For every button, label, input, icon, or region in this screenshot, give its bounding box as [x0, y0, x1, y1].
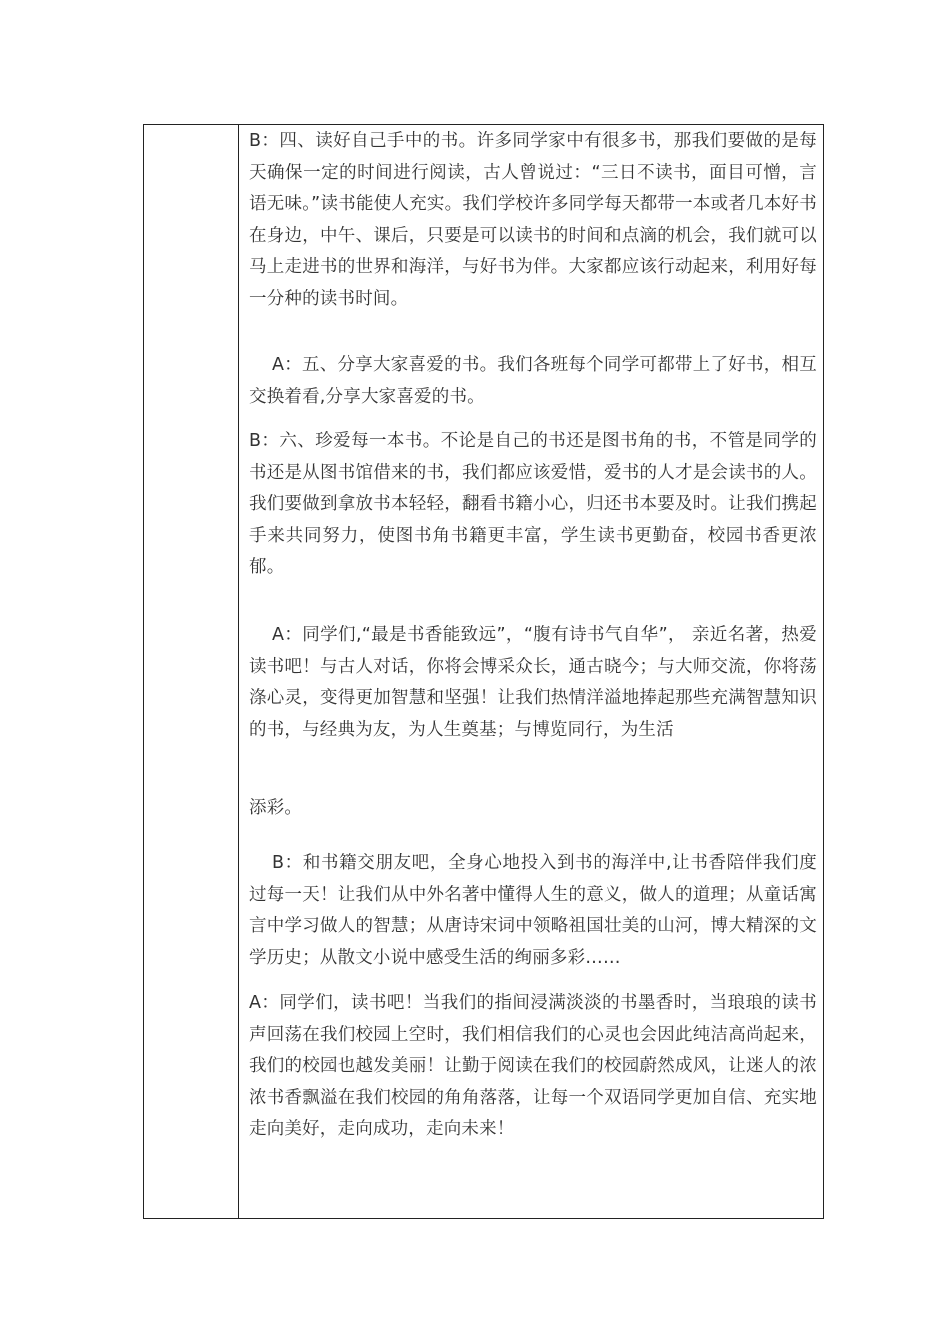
- paragraph-a-approaching-classics: A：同学们,“最是书香能致远”，“腹有诗书气自华”， 亲近名著，热爱读书吧！与古人对话，你将会博采众长，通古晓今；与大师交流，你将荡涤心灵，变得更加智慧和坚强！让我们热情洋溢地捧起那些充满智慧知识的书，与经典为友，为人生奠基；与博览同行，为生活: [249, 625, 817, 740]
- document-table: [143, 124, 824, 1219]
- paragraph-continuation: 添彩。: [249, 798, 303, 818]
- paragraph-a-sharing-books: A：五、分享大家喜爱的书。我们各班每个同学可都带上了好书，相互交换着看,分享大家喜爱的书。: [249, 355, 817, 407]
- paragraph-b-reading-own-books: B：四、读好自己手中的书。许多同学家中有很多书，那我们要做的是每天确保一定的时间进行阅读，古人曾说过：“三日不读书，面目可憎，言语无味。”读书能使人充实。我们学校许多同学每天都带一本或者几本好书在身边，中午、课后，只要是可以读书的时间和点滴的机会，我们就可以马上走进书的世界和海洋，与好书为伴。大家都应该行动起来，利用好每一分种的读书时间。: [249, 131, 817, 309]
- table-left-cell: [144, 125, 239, 1218]
- paragraph-b-cherishing-books: B：六、珍爱每一本书。不论是自己的书还是图书角的书，不管是同学的书还是从图书馆借来的书，我们都应该爱惜，爱书的人才是会读书的人。我们要做到拿放书本轻轻，翻看书籍小心，归还书本要及时。让我们携起手来共同努力，使图书角书籍更丰富，学生读书更勤奋，校园书香更浓郁。: [249, 431, 817, 577]
- paragraph-b-befriend-books: B：和书籍交朋友吧，全身心地投入到书的海洋中,让书香陪伴我们度过每一天！让我们从中外名著中懂得人生的意义，做人的道理；从童话寓言中学习做人的智慧；从唐诗宋词中领略祖国壮美的山河，博大精深的文学历史；从散文小说中感受生活的绚丽多彩……: [249, 853, 817, 968]
- paragraph-a-closing-call: A：同学们，读书吧！当我们的指间浸满淡淡的书墨香时，当琅琅的读书声回荡在我们校园上空时，我们相信我们的心灵也会因此纯洁高尚起来，我们的校园也越发美丽！让勤于阅读在我们的校园蔚然成风，让迷人的浓浓书香飘溢在我们校园的角角落落，让每一个双语同学更加自信、充实地走向美好，走向成功，走向未来！: [249, 993, 817, 1139]
- table-content-cell: [240, 125, 823, 1218]
